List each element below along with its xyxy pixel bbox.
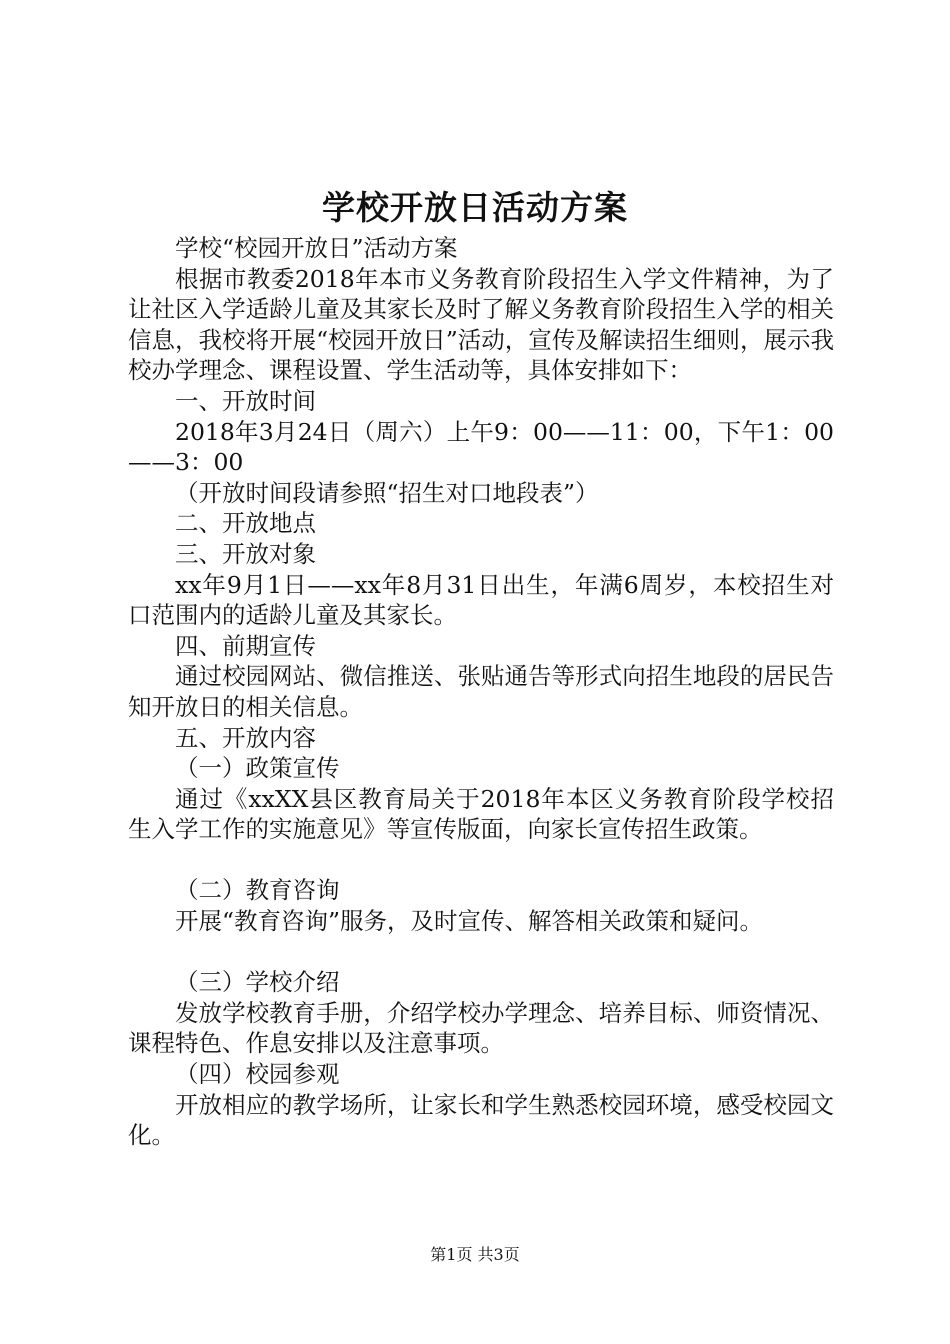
heading-open-audience: 三、开放对象: [175, 539, 316, 568]
paragraph-intro: 根据市教委2018年本市义务教育阶段招生入学文件精神，为了让社区入学适龄儿童及其家长及时了解义务教育阶段招生入学的相关信息，我校将开展“校园开放日”活动，宣传及解读招生细则，展示我校办学理念、课程设置、学生活动等，具体安排如下：: [128, 264, 834, 385]
subheading-policy: （一）政策宣传: [175, 754, 340, 783]
subheading-school-intro: （三）学校介绍: [175, 968, 340, 997]
heading-open-time: 一、开放时间: [175, 386, 316, 415]
heading-open-content: 五、开放内容: [175, 723, 316, 752]
paragraph-publicity: 通过校园网站、微信推送、张贴通告等形式向招生地段的居民告知开放日的相关信息。: [128, 662, 834, 721]
paragraph-campus-tour: 开放相应的教学场所，让家长和学生熟悉校园环境，感受校园文化。: [128, 1090, 834, 1150]
paragraph-policy: 通过《xxXX县区教育局关于2018年本区义务教育阶段学校招生入学工作的实施意见》等宣传版面，向家长宣传招生政策。: [128, 784, 834, 844]
subheading-consulting: （二）教育咨询: [175, 876, 340, 905]
heading-publicity: 四、前期宣传: [175, 631, 316, 660]
paragraph-school-intro: 发放学校教育手册，介绍学校办学理念、培养目标、师资情况、课程特色、作息安排以及注意事项。: [128, 998, 834, 1058]
paragraph-open-audience: xx年9月1日——xx年8月31日出生，年满6周岁，本校招生对口范围内的适龄儿童及其家长。: [128, 570, 834, 630]
paragraph-subtitle: 学校“校园开放日”活动方案: [175, 234, 458, 262]
paragraph-open-time-note: （开放时间段请参照“招生对口地段表”）: [175, 478, 599, 507]
paragraph-open-time: 2018年3月24日（周六）上午9：00——11：00，下午1：00——3：00: [128, 417, 834, 477]
heading-open-location: 二、开放地点: [175, 509, 316, 538]
paragraph-consulting: 开展“教育咨询”服务，及时宣传、解答相关政策和疑问。: [175, 907, 764, 936]
document-body: [128, 233, 834, 1151]
page-footer: 第1页 共3页: [430, 1245, 520, 1264]
subheading-campus-tour: （四）校园参观: [175, 1060, 340, 1089]
document-title: 学校开放日活动方案: [322, 188, 628, 227]
